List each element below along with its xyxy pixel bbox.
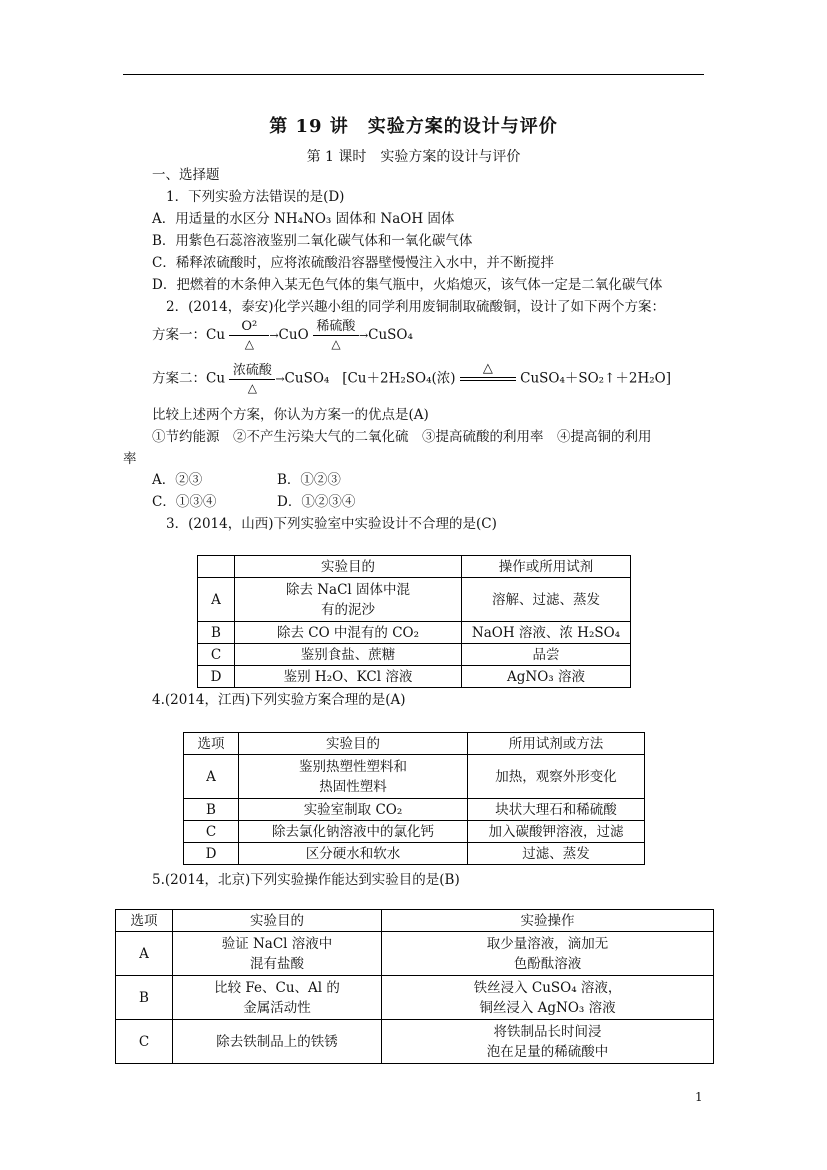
plan2-arrow [229,364,275,395]
arrow2-bottom: △ [331,337,341,351]
q3-cell: AgNO₃ 溶液 [462,666,631,688]
q3-cell: C [198,644,235,666]
q4-cell: 实验室制取 CO₂ [239,799,468,821]
q5-header-2: 实验操作 [382,910,714,932]
q5-cell: 验证 NaCl 溶液中 混有盐酸 [173,932,382,976]
q3-cell: 除去 NaCl 固体中混 有的泥沙 [235,578,462,622]
q4-cell: C [184,821,239,843]
q3-table [197,555,631,688]
q4-table [183,732,645,865]
table-row [198,578,631,622]
q4-header-2: 所用试剂或方法 [468,733,645,755]
table-row [184,843,645,865]
q2-option-a: A．②③ [152,472,203,488]
q3-cell: 除去 CO 中混有的 CO₂ [235,622,462,644]
plan2-label: 方案二：Cu [152,370,226,387]
q4-cell: D [184,843,239,865]
q1-option-d: D．把燃着的木条伸入某无色气体的集气瓶中，火焰熄灭，该气体一定是二氧化碳气体 [152,277,663,293]
q5-cell: 铁丝浸入 CuSO₄ 溶液， 铜丝浸入 AgNO₃ 溶液 [382,976,714,1020]
q2-options-line2: 率 [123,451,137,467]
q4-cell: 块状大理石和稀硫酸 [468,799,645,821]
plan2-eq-cond [460,362,516,396]
plan2-end: CuSO₄ [284,370,330,387]
q3-header-0 [198,556,235,578]
arrow1-bottom: △ [244,337,254,351]
q4-header-1: 实验目的 [239,733,468,755]
q5-cell: C [116,1020,173,1064]
table-row [116,1020,714,1064]
plan1-arrow1 [229,320,269,351]
q5-cell: 除去铁制品上的铁锈 [173,1020,382,1064]
eq-cond-top: △ [482,361,493,376]
q5-table [115,909,714,1064]
table-row [184,755,645,799]
q3-cell: D [198,666,235,688]
page-subtitle: 第 1 课时 实验方案的设计与评价 [306,149,521,165]
q3-cell: 鉴别 H₂O、KCl 溶液 [235,666,462,688]
q3-cell: 品尝 [462,644,631,666]
arrow2-top: 稀硫酸 [316,319,356,334]
q2-compare: 比较上述两个方案，你认为方案一的优点是(A) [152,407,429,423]
q5-cell: 比较 Fe、Cu、Al 的 金属活动性 [173,976,382,1020]
q1-option-c: C．稀释浓硫酸时，应将浓硫酸沿容器壁慢慢注入水中，并不断搅拌 [152,255,554,271]
q1-stem: 1．下列实验方法错误的是(D) [166,189,345,205]
table-row [198,556,631,578]
q5-cell: 将铁制品长时间浸 泡在足量的稀硫酸中 [382,1020,714,1064]
plan2-eq-right: CuSO₄＋SO₂↑＋2H₂O] [520,370,672,387]
q1-option-a: A．用适量的水区分 NH₄NO₃ 固体和 NaOH 固体 [152,211,455,227]
q2-options-line1: ①节约能源 ②不产生污染大气的二氧化硫 ③提高硫酸的利用率 ④提高铜的利用 [152,429,652,445]
q3-cell: 溶解、过滤、蒸发 [462,578,631,622]
table-row [184,733,645,755]
section-heading: 一、选择题 [152,167,220,183]
q5-cell: B [116,976,173,1020]
table-row [116,910,714,932]
q5-header-1: 实验目的 [173,910,382,932]
q2-option-b: B．①②③ [277,472,341,488]
q2-option-c: C．①③④ [152,494,217,510]
q2-stem: 2．(2014，泰安)化学兴趣小组的同学利用废铜制取硫酸铜，设计了如下两个方案： [166,299,665,315]
plan2-arrow-top: 浓硫酸 [232,362,272,378]
q4-cell: B [184,799,239,821]
table-row [198,622,631,644]
q4-cell: 加热，观察外形变化 [468,755,645,799]
q5-stem: 5.(2014，北京)下列实验操作能达到实验目的是(B) [152,872,460,888]
table-row [198,666,631,688]
plan2-arrow-bottom: △ [247,380,257,395]
q4-cell: 鉴别热塑性塑料和 热固性塑料 [239,755,468,799]
q5-cell: A [116,932,173,976]
table-row [198,644,631,666]
page-title: 第 19 讲 实验方案的设计与评价 [269,116,558,137]
table-row [116,932,714,976]
q4-cell: 除去氯化钠溶液中的氯化钙 [239,821,468,843]
q3-cell: B [198,622,235,644]
plan2-eq-left: [Cu＋2H₂SO₄(浓) [342,370,456,387]
q2-plan1: 方案一：Cu O² △ →CuO 稀硫酸 △ →CuSO₄ [152,319,413,351]
table-row [116,976,714,1020]
q3-header-2: 操作或所用试剂 [462,556,631,578]
q3-cell: 鉴别食盐、蔗糖 [235,644,462,666]
q3-cell: A [198,578,235,622]
q5-header-0: 选项 [116,910,173,932]
q2-plan2: 方案二：Cu 浓硫酸 △ →CuSO₄ [Cu＋2H₂SO₄(浓) △ CuSO₄＋SO₂↑＋2H₂O] [152,361,672,395]
q4-stem: 4.(2014，江西)下列实验方案合理的是(A) [152,692,406,708]
q4-cell: A [184,755,239,799]
plan1-mid: CuO [278,327,309,343]
page-number: 1 [695,1090,703,1104]
q3-header-1: 实验目的 [235,556,462,578]
table-row [184,821,645,843]
q4-header-0: 选项 [184,733,239,755]
q3-cell: NaOH 溶液、浓 H₂SO₄ [462,622,631,644]
table-row [184,799,645,821]
q2-option-d: D．①②③④ [277,494,356,510]
plan1-label: 方案一：Cu [152,327,226,343]
q5-cell: 取少量溶液，滴加无 色酚酞溶液 [382,932,714,976]
q1-option-b: B．用紫色石蕊溶液鉴别二氧化碳气体和一氧化碳气体 [152,233,473,249]
q4-cell: 过滤、蒸发 [468,843,645,865]
q3-stem: 3．(2014，山西)下列实验室中实验设计不合理的是(C) [166,516,497,532]
q4-cell: 区分硬水和软水 [239,843,468,865]
plan1-end: CuSO₄ [368,327,413,343]
arrow1-top: O² [241,319,258,334]
plan1-arrow2 [313,320,359,351]
header-rule [123,74,704,75]
q4-cell: 加入碳酸钾溶液，过滤 [468,821,645,843]
